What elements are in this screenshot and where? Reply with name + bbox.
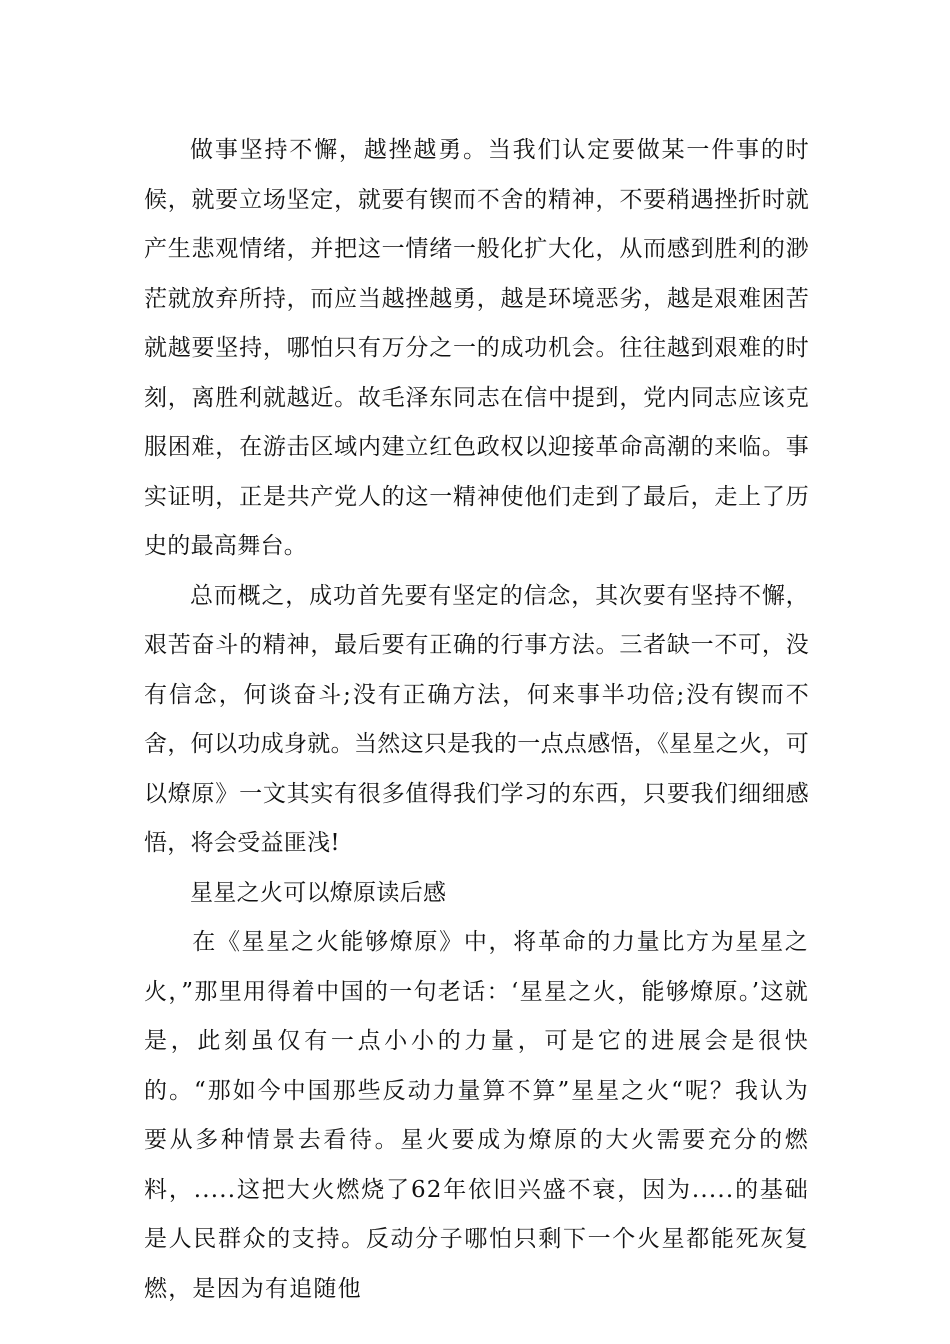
document-body — [144, 126, 809, 1314]
paragraph-summary: 总而概之，成功首先要有坚定的信念，其次要有坚持不懈，艰苦奋斗的精神，最后要有正确的行事方法。三者缺一不可，没有信念，何谈奋斗;没有正确方法，何来事半功倍;没有锲而不舍，何以功成身就。当然这只是我的一点点感悟，《星星之火，可以燎原》一文其实有很多值得我们学习的东西，只要我们细细感悟，将会受益匪浅! — [144, 582, 809, 856]
paragraph-persistence: 做事坚持不懈，越挫越勇。当我们认定要做某一件事的时候，就要立场坚定，就要有锲而不舍的精神，不要稍遇挫折时就产生悲观情绪，并把这一情绪一般化扩大化，从而感到胜利的渺茫就放弃所持，而应当越挫越勇，越是环境恶劣，越是艰难困苦就越要坚持，哪怕只有万分之一的成功机会。往往越到艰难的时刻，离胜利就越近。故毛泽东同志在信中提到，党内同志应该克服困难，在游击区域内建立红色政权以迎接革命高潮的来临。事实证明，正是共产党人的这一精神使他们走到了最后，走上了历史的最高舞台。 — [144, 137, 809, 559]
section-heading: 星星之火可以燎原读后感 — [190, 879, 447, 906]
paragraph-spark-metaphor: 在《星星之火能够燎原》中，将革命的力量比方为星星之火，”那里用得着中国的一句老话：‘星星之火，能够燎原。’这就是，此刻虽仅有一点小小的力量，可是它的进展会是很快的。“那如今中国那些反动力量算不算”星星之火“呢？我认为要从多种情景去看待。星火要成为燎原的大火需要充分的燃料，.....这把大火燃烧了62年依旧兴盛不衰，因为.....的基础是人民群众的支持。反动分子哪怕只剩下一个火星都能死灰复燃，是因为有追随他 — [144, 929, 809, 1302]
